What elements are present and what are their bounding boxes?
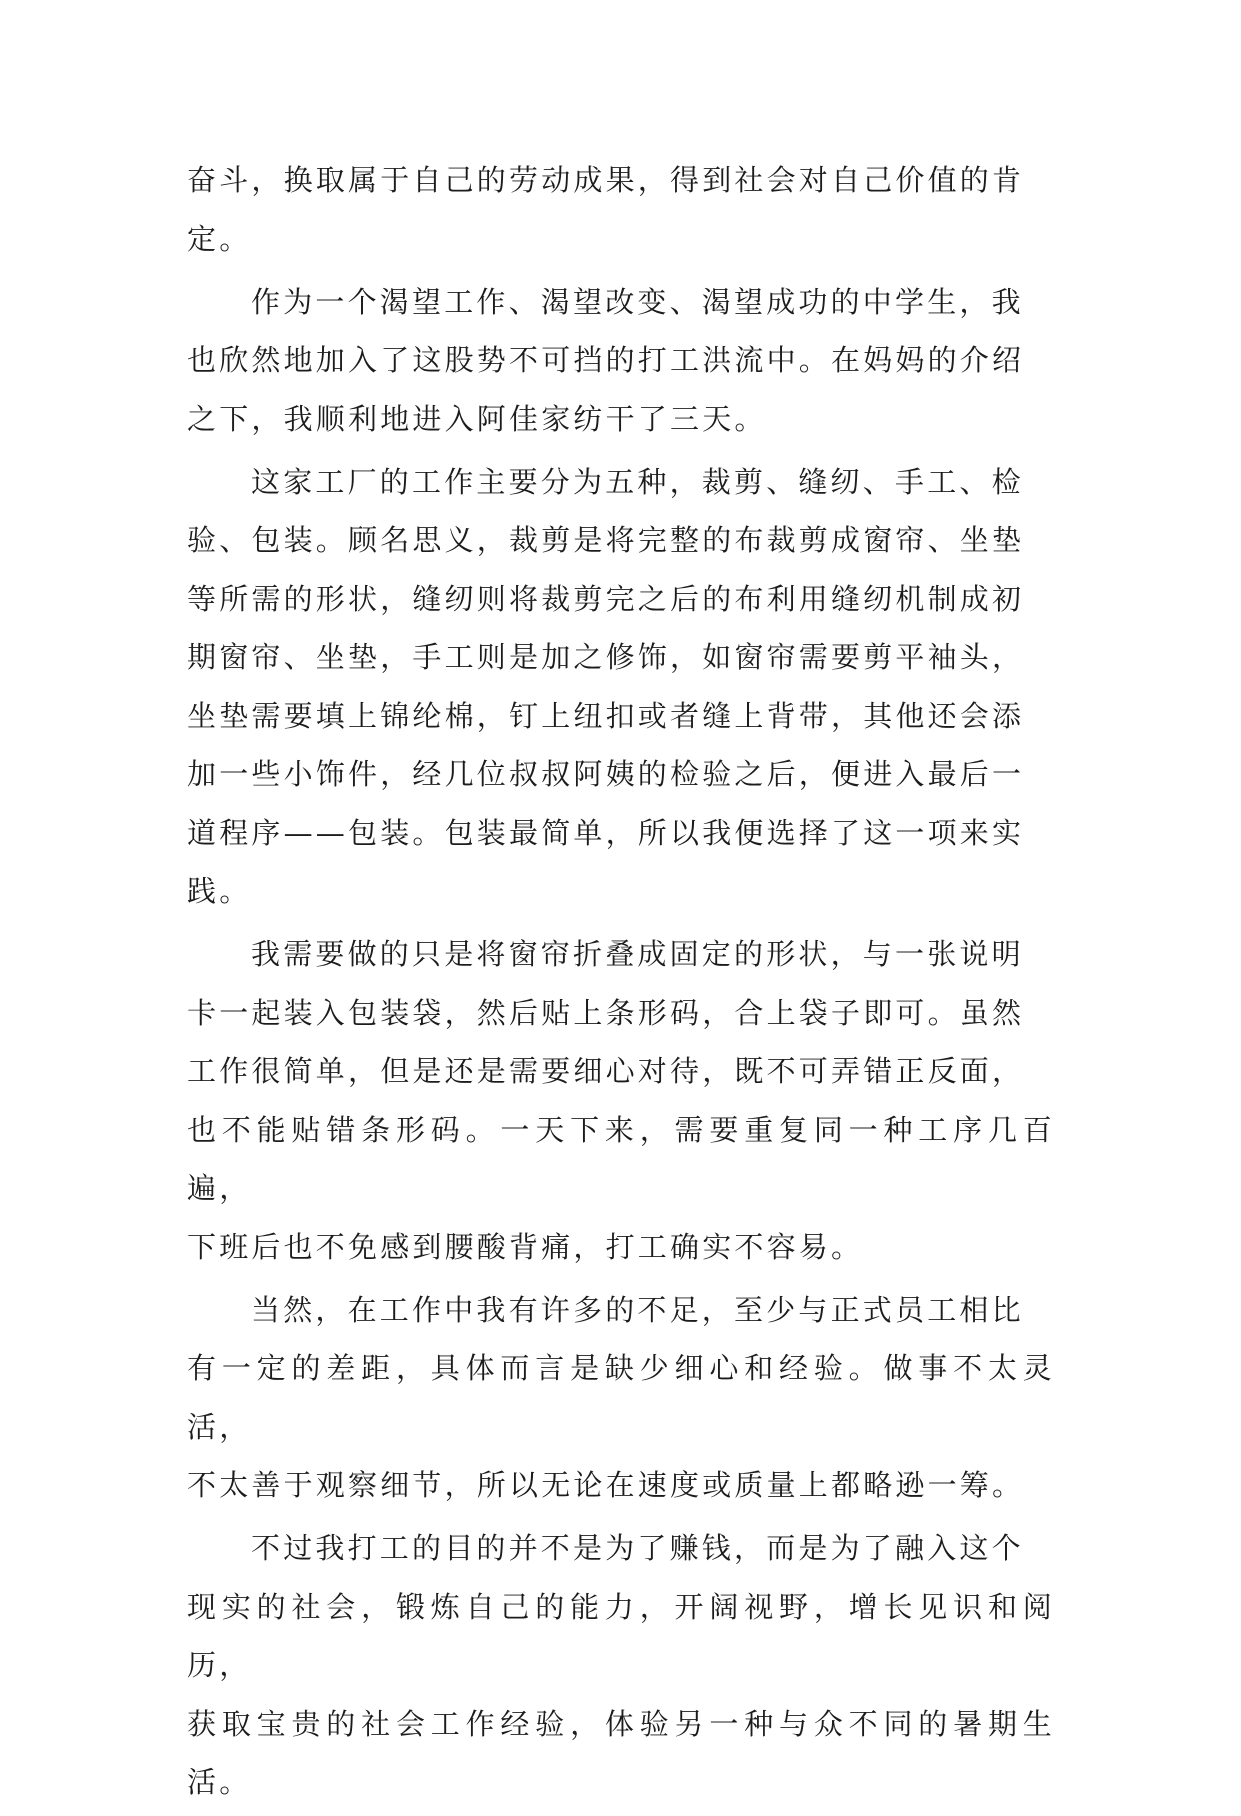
text-line: 期窗帘、坐垫，手工则是加之修饰，如窗帘需要剪平袖头， [187, 640, 1025, 674]
text-line: 有一定的差距，具体而言是缺少细心和经验。做事不太灵活， [187, 1351, 1055, 1444]
paragraph [187, 925, 1055, 1276]
document-body [187, 151, 1055, 1816]
paragraph [187, 453, 1055, 921]
text-line: 获取宝贵的社会工作经验，体验另一种与众不同的暑期生活。 [187, 1706, 1055, 1799]
text-line: 奋斗，换取属于自己的劳动成果，得到社会对自己价值的肯 [187, 163, 1025, 197]
text-line: 工作很简单，但是还是需要细心对待，既不可弄错正反面， [187, 1054, 1025, 1088]
text-line: 之下，我顺利地进入阿佳家纺干了三天。 [187, 401, 767, 436]
text-line: 也欣然地加入了这股势不可挡的打工洪流中。在妈妈的介绍 [187, 343, 1025, 377]
paragraph [187, 273, 1055, 449]
text-line: 也不能贴错条形码。一天下来，需要重复同一种工序几百遍， [187, 1112, 1055, 1205]
paragraph [187, 1519, 1055, 1812]
text-line: 道程序——包装。包装最简单，所以我便选择了这一项来实 [187, 815, 1025, 850]
text-line: 现实的社会，锻炼自己的能力，开阔视野，增长见识和阅历， [187, 1589, 1055, 1682]
paragraph [187, 151, 1055, 268]
text-line: 卡一起装入包装袋，然后贴上条形码，合上袋子即可。虽然 [187, 995, 1025, 1030]
text-line: 验、包装。顾名思义，裁剪是将完整的布裁剪成窗帘、坐垫 [187, 523, 1025, 557]
text-line: 定。 [187, 221, 252, 256]
text-line: 加一些小饰件，经几位叔叔阿姨的检验之后，便进入最后一 [187, 757, 1025, 791]
text-line: 不太善于观察细节，所以无论在速度或质量上都略逊一筹。 [187, 1468, 1025, 1502]
text-line: 不过我打工的目的并不是为了赚钱，而是为了融入这个 [251, 1531, 1024, 1565]
text-line: 作为一个渴望工作、渴望改变、渴望成功的中学生，我 [251, 284, 1024, 319]
text-line: 下班后也不免感到腰酸背痛，打工确实不容易。 [187, 1229, 864, 1264]
text-line: 等所需的形状，缝纫则将裁剪完之后的布利用缝纫机制成初 [187, 581, 1025, 616]
text-line: 践。 [187, 874, 252, 908]
text-line: 我需要做的只是将窗帘折叠成固定的形状，与一张说明 [251, 937, 1024, 971]
paragraph [187, 1281, 1055, 1515]
text-line: 坐垫需要填上锦纶棉，钉上纽扣或者缝上背带，其他还会添 [187, 698, 1025, 733]
text-line: 这家工厂的工作主要分为五种，裁剪、缝纫、手工、检 [251, 464, 1024, 499]
text-line: 当然，在工作中我有许多的不足，至少与正式员工相比 [251, 1292, 1024, 1327]
